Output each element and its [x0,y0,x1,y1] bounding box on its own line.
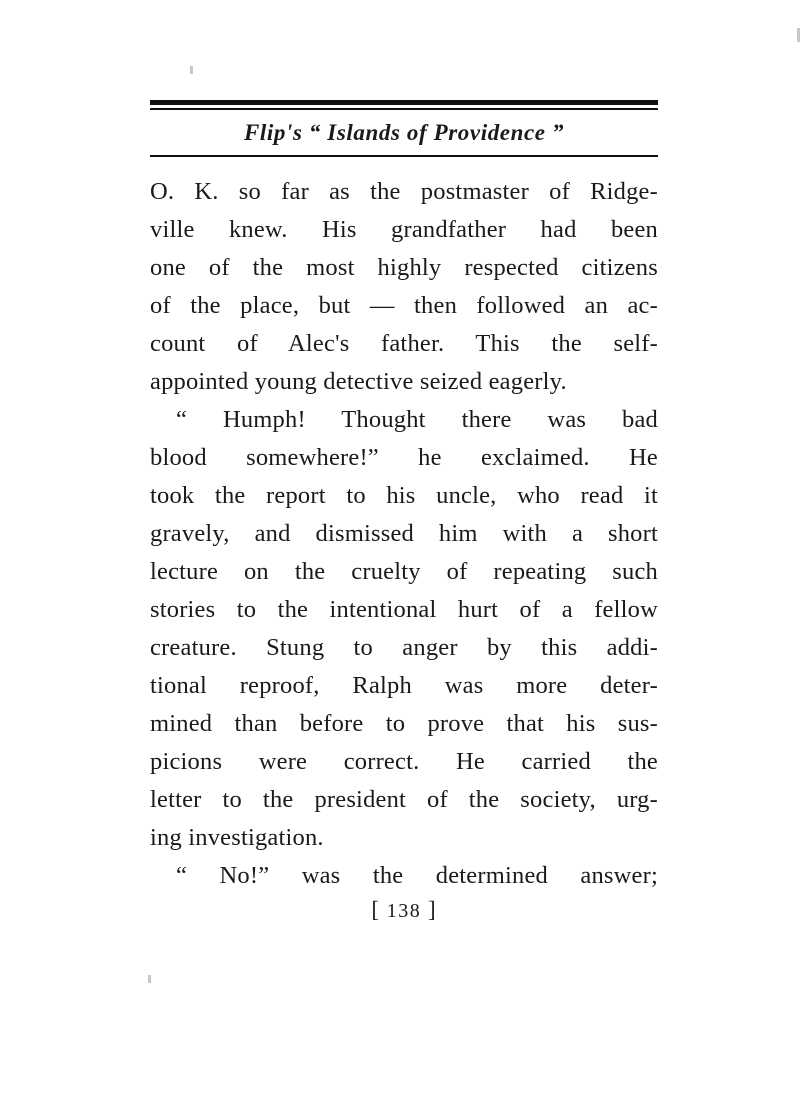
text-line: creature. Stung to anger by this addi- [150,634,658,661]
text-line: took the report to his uncle, who read it [150,482,658,509]
folio-bracket-right: ] [428,897,437,922]
text-line: mined than before to prove that his sus- [150,710,658,737]
text-line: count of Alec's father. This the self- [150,330,658,357]
text-line: one of the most highly respected citizens [150,254,658,281]
header-underrule [150,155,658,157]
text-line-content: “ Humph! Thought there was bad [176,406,658,433]
page-speck [148,975,151,983]
text-line: ville knew. His grandfather had been [150,216,658,243]
text-line-content: “ No!” was the determined answer; [176,862,658,889]
paragraph [150,401,658,857]
page-folio [150,897,658,923]
text-line: letter to the president of the society, urg- [150,786,658,813]
text-line: O. K. so far as the postmaster of Ridge- [150,178,658,205]
paragraph [150,173,658,401]
text-line: appointed young detective seized eagerly. [150,368,567,395]
page-speck [190,66,193,74]
text-block [150,100,658,923]
body-text [150,173,658,895]
paragraph [150,857,658,895]
text-line: of the place, but — then followed an ac- [150,292,658,319]
text-line: lecture on the cruelty of repeating such [150,558,658,585]
running-head: Flip's “ Islands of Providence ” [243,120,565,145]
text-line: gravely, and dismissed him with a short [150,520,658,547]
folio-bracket-left: [ [371,897,380,922]
text-line: tional reproof, Ralph was more deter- [150,672,658,699]
text-line [150,401,658,439]
page-number: 138 [386,900,422,922]
text-line: ing investigation. [150,824,324,851]
text-line: blood somewhere!” he exclaimed. He [150,444,658,471]
text-line: stories to the intentional hurt of a fellow [150,596,658,623]
text-line [150,857,658,895]
text-line: picions were correct. He carried the [150,748,658,775]
